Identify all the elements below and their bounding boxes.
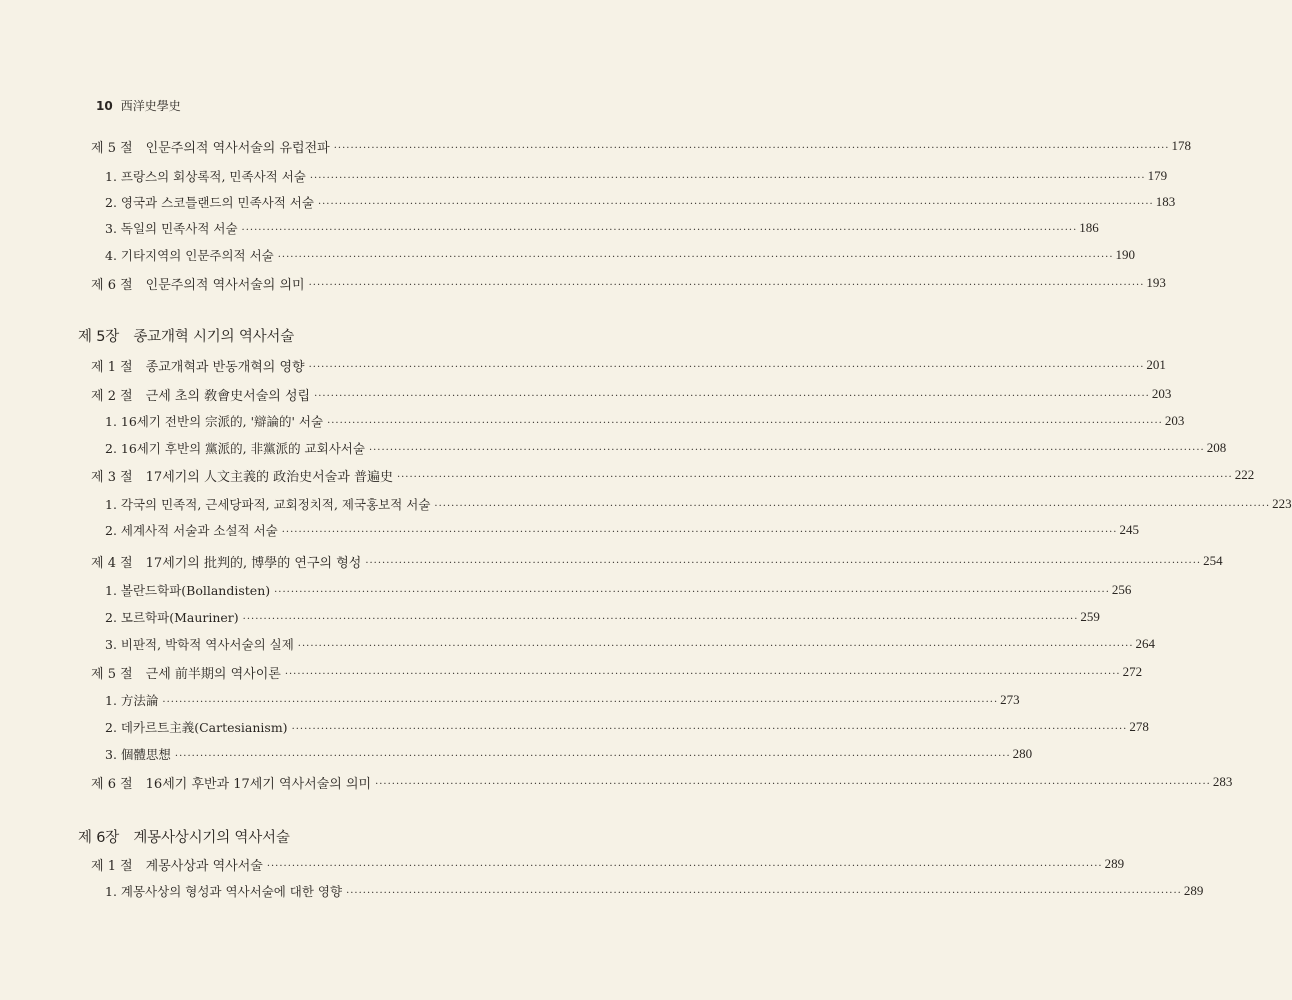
entry-page-number: 283 <box>1212 774 1233 789</box>
section-entry[interactable] <box>91 271 1166 295</box>
subsection-entry[interactable] <box>105 715 1149 739</box>
entry-page-number: 203 <box>1164 413 1185 428</box>
subsection-entry[interactable] <box>105 742 1033 766</box>
entry-title: 1. 계몽사상의 형성과 역사서술에 대한 영향 <box>105 884 343 899</box>
section-entry[interactable] <box>91 134 1191 158</box>
entry-page-number: 193 <box>1146 275 1166 290</box>
subsection-entry[interactable] <box>105 578 1132 602</box>
entry-page-number: 273 <box>1000 692 1020 707</box>
dot-leader: ········································································································································································································ <box>317 198 1154 210</box>
entry-title: 제 6 절 16세기 후반과 17세기 역사서술의 의미 <box>91 776 372 792</box>
dot-leader: ········································································································································································································ <box>266 860 1103 872</box>
dot-leader: ········································································································································································································ <box>297 640 1134 652</box>
entry-page-number: 264 <box>1135 636 1156 651</box>
dot-leader: ········································································································································································································ <box>284 668 1121 680</box>
entry-title: 2. 모르학파(Mauriner) <box>105 610 239 625</box>
subsection-entry[interactable] <box>105 190 1176 214</box>
entry-page-number: 245 <box>1119 522 1139 537</box>
section-entry[interactable] <box>91 353 1166 377</box>
dot-leader: ········································································································································································································ <box>174 750 1011 762</box>
entry-title: 제 3 절 17세기의 人文主義的 政治史서술과 普遍史 <box>91 469 393 485</box>
entry-title: 3. 비판적, 박학적 역사서술의 실제 <box>105 637 294 652</box>
subsection-entry[interactable] <box>105 879 1204 903</box>
dot-leader: ········································································································································································································ <box>308 279 1145 291</box>
chapter-heading: 제 6장 계몽사상시기의 역사서술 <box>78 830 290 846</box>
entry-page-number: 223 <box>1272 496 1292 511</box>
page-number: 10 <box>96 99 113 113</box>
chapter-heading: 제 5장 종교개혁 시기의 역사서술 <box>78 329 295 345</box>
dot-leader: ········································································································································································································ <box>365 557 1202 569</box>
entry-page-number: 190 <box>1115 247 1135 262</box>
entry-page-number: 203 <box>1151 386 1172 401</box>
entry-title: 제 5 절 인문주의적 역사서술의 유럽전파 <box>91 140 330 156</box>
subsection-entry[interactable] <box>105 216 1099 240</box>
subsection-entry[interactable] <box>105 243 1135 267</box>
entry-title: 2. 영국과 스코틀랜드의 민족사적 서술 <box>105 195 314 210</box>
entry-page-number: 272 <box>1122 664 1143 679</box>
subsection-entry[interactable] <box>105 605 1100 629</box>
entry-page-number: 178 <box>1171 138 1191 153</box>
entry-page-number: 186 <box>1079 220 1099 235</box>
running-header <box>96 97 181 114</box>
section-entry[interactable] <box>91 852 1125 876</box>
entry-page-number: 183 <box>1155 194 1176 209</box>
entry-title: 제 1 절 종교개혁과 반동개혁의 영향 <box>91 359 305 375</box>
dot-leader: ········································································································································································································ <box>375 778 1211 790</box>
entry-title: 제 4 절 17세기의 批判的, 博學的 연구의 형성 <box>91 555 362 571</box>
dot-leader: ········································································································································································································ <box>277 251 1114 263</box>
entry-title: 제 5 절 근세 前半期의 역사이론 <box>91 666 281 682</box>
entry-page-number: 254 <box>1203 553 1223 568</box>
dot-leader: ········································································································································································································ <box>396 471 1233 483</box>
dot-leader: ········································································································································································································ <box>314 390 1150 402</box>
entry-page-number: 256 <box>1111 582 1132 597</box>
entry-page-number: 259 <box>1080 609 1100 624</box>
book-title: 西洋史學史 <box>120 99 181 113</box>
dot-leader: ········································································································································································································ <box>333 142 1170 154</box>
entry-title: 3. 個體思想 <box>105 747 171 762</box>
subsection-entry[interactable] <box>105 164 1168 188</box>
entry-title: 2. 데카르트主義(Cartesianism) <box>105 720 288 735</box>
dot-leader: ········································································································································································································ <box>434 500 1271 512</box>
entry-title: 1. 볼란드학파(Bollandisten) <box>105 583 271 598</box>
dot-leader: ········································································································································································································ <box>309 172 1146 184</box>
subsection-entry[interactable] <box>105 688 1020 712</box>
entry-title: 1. 方法論 <box>105 693 159 708</box>
dot-leader: ········································································································································································································ <box>242 613 1079 625</box>
entry-page-number: 201 <box>1146 357 1166 372</box>
entry-title: 3. 독일의 민족사적 서술 <box>105 221 238 236</box>
entry-page-number: 278 <box>1129 719 1149 734</box>
subsection-entry[interactable] <box>105 518 1139 542</box>
entry-title: 제 1 절 계몽사상과 역사서술 <box>91 858 263 874</box>
entry-title: 1. 각국의 민족적, 근세당파적, 교회정치적, 제국홍보적 서술 <box>105 497 431 512</box>
entry-title: 제 6 절 인문주의적 역사서술의 의미 <box>91 277 305 293</box>
dot-leader: ········································································································································································································ <box>327 417 1163 429</box>
entry-title: 제 2 절 근세 초의 敎會史서술의 성립 <box>91 388 311 404</box>
entry-page-number: 280 <box>1012 746 1033 761</box>
entry-page-number: 289 <box>1104 856 1125 871</box>
dot-leader: ········································································································································································································ <box>368 444 1205 456</box>
section-entry[interactable] <box>91 770 1233 794</box>
dot-leader: ········································································································································································································ <box>291 723 1128 735</box>
entry-page-number: 289 <box>1183 883 1204 898</box>
section-entry[interactable] <box>91 382 1172 406</box>
entry-title: 1. 16세기 전반의 宗派的, '辯論的' 서술 <box>105 414 324 429</box>
dot-leader: ········································································································································································································ <box>281 526 1118 538</box>
entry-page-number: 222 <box>1234 467 1255 482</box>
subsection-entry[interactable] <box>105 632 1156 656</box>
section-entry[interactable] <box>91 660 1143 684</box>
dot-leader: ········································································································································································································ <box>241 224 1078 236</box>
dot-leader: ········································································································································································································ <box>162 696 999 708</box>
subsection-entry[interactable] <box>105 409 1185 433</box>
section-entry[interactable] <box>91 549 1223 573</box>
entry-title: 1. 프랑스의 회상록적, 민족사적 서술 <box>105 169 306 184</box>
section-entry[interactable] <box>91 463 1255 487</box>
entry-title: 2. 16세기 후반의 黨派的, 非黨派的 교회사서술 <box>105 441 365 456</box>
dot-leader: ········································································································································································································ <box>274 586 1110 598</box>
entry-page-number: 179 <box>1147 168 1168 183</box>
dot-leader: ········································································································································································································ <box>346 887 1182 899</box>
dot-leader: ········································································································································································································ <box>308 361 1145 373</box>
entry-page-number: 208 <box>1206 440 1227 455</box>
entry-title: 4. 기타지역의 인문주의적 서술 <box>105 248 274 263</box>
entry-title: 2. 세계사적 서술과 소설적 서술 <box>105 523 278 538</box>
subsection-entry[interactable] <box>105 492 1292 516</box>
subsection-entry[interactable] <box>105 436 1227 460</box>
